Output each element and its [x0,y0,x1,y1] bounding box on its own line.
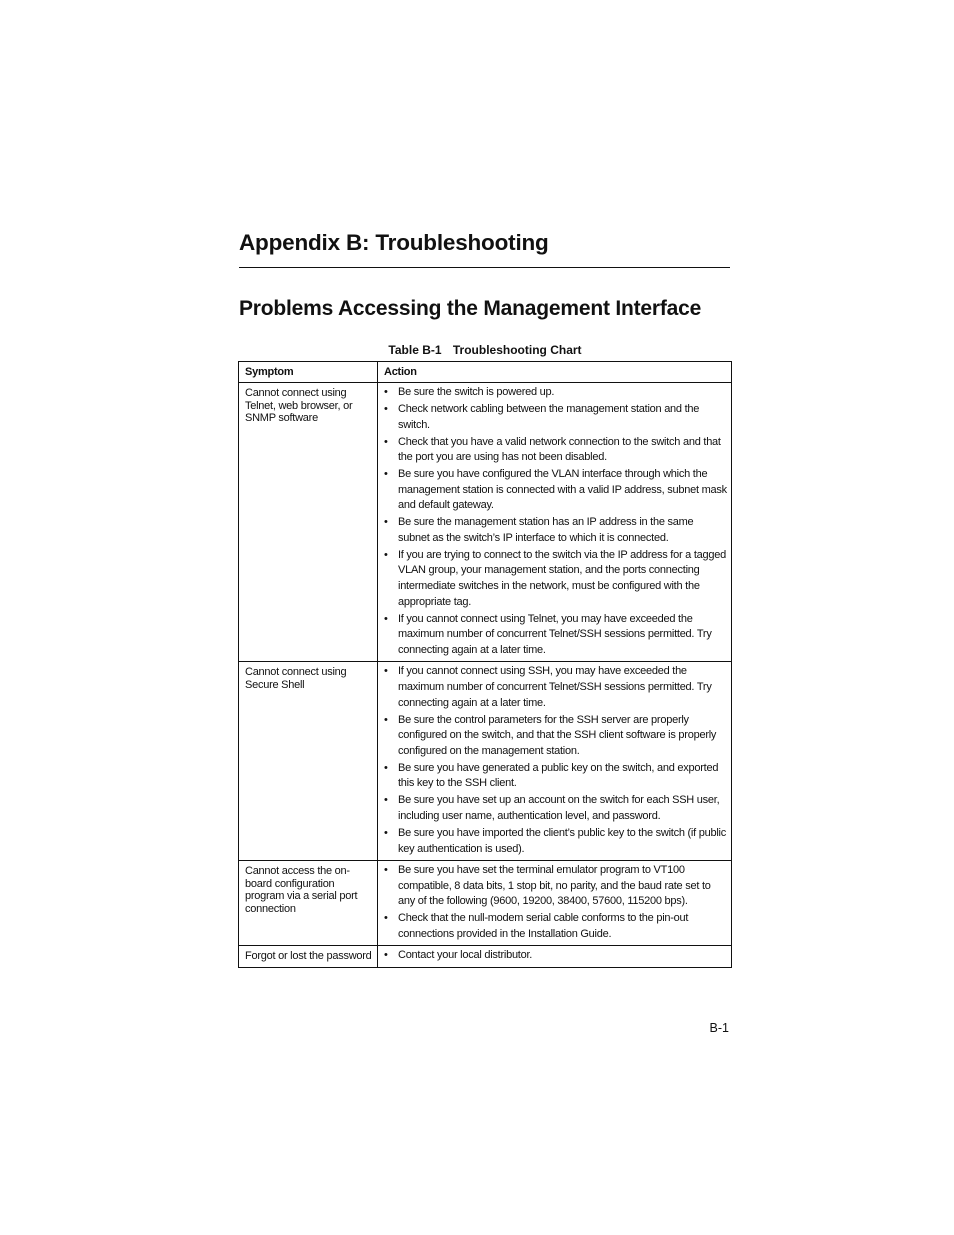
bullet-icon: • [384,665,388,678]
section-title: Problems Accessing the Management Interface [239,297,702,320]
table-caption-title: Troubleshooting Chart [452,343,582,357]
action-text: Be sure you have set the terminal emulator program to VT100 compatible, 8 data bits, 1 stop bit, no parity, and the baud rate set to any of the following (9600, 19200, 38400, 57600, 115200 bps). [398,864,711,908]
action-item [384,612,727,659]
action-text: Check that the null-modem serial cable conforms to the pin-out connections provided in the Installation Guide. [398,912,689,940]
action-item [384,826,727,857]
action-item [384,435,727,466]
action-item [384,402,727,433]
action-item [384,385,727,401]
bullet-icon: • [384,761,388,774]
action-list [384,385,727,658]
action-text: Be sure you have imported the client’s public key to the switch (if public key authentication is used). [398,826,726,855]
bullet-icon: • [384,713,388,726]
action-item [384,761,727,792]
action-text: Be sure you have set up an account on the switch for each SSH user, including user name, authentication level, and password. [398,794,720,822]
table-header-row [239,362,732,383]
action-item [384,863,727,910]
action-cell [378,662,732,861]
title-rule [239,267,730,268]
bullet-icon: • [384,435,388,448]
bullet-icon: • [384,912,388,925]
action-item [384,467,727,514]
action-text: Be sure the switch is powered up. [398,386,555,398]
action-list [384,664,727,857]
table-row [239,662,732,861]
bullet-icon: • [384,548,388,561]
bullet-icon: • [384,386,388,398]
action-text: Be sure you have configured the VLAN interface through which the management station is connected with a valid IP address, subnet mask and default gateway. [398,468,727,512]
action-item [384,948,727,964]
bullet-icon: • [384,864,388,877]
bullet-icon: • [384,516,388,529]
action-item [384,713,727,760]
table-row [239,861,732,946]
table-row [239,946,732,968]
action-item [384,911,727,942]
table-caption [239,343,731,357]
header-symptom: Symptom [239,362,378,383]
action-text: If you cannot connect using SSH, you may have exceeded the maximum number of concurrent Telnet/SSH sessions permitted. Try connecting again at a later time. [398,665,712,709]
action-text: If you are trying to connect to the switch via the IP address for a tagged VLAN group, your management station, and the ports connecting intermediate switches in the network, must be configured with the appropriate tag. [398,548,726,608]
action-cell [378,946,732,968]
bullet-icon: • [384,612,388,625]
action-text: Check network cabling between the management station and the switch. [398,402,700,431]
action-text: Be sure the management station has an IP address in the same subnet as the switch’s IP interface to which it is connected. [398,516,694,544]
bullet-icon: • [384,402,388,415]
action-cell [378,861,732,946]
action-item [384,793,727,824]
action-list [384,948,727,964]
symptom-cell: Cannot connect using Telnet, web browser, or SNMP software [239,383,378,662]
action-text: Be sure the control parameters for the SSH server are properly configured on the switch, and that the SSH client software is properly configured on the management station. [398,713,717,757]
bullet-icon: • [384,949,388,962]
table-row [239,383,732,662]
appendix-title: Appendix B: Troubleshooting [239,230,549,255]
page-number: B-1 [709,1021,729,1035]
bullet-icon: • [384,468,388,481]
action-cell [378,383,732,662]
bullet-icon: • [384,826,388,839]
symptom-cell: Cannot access the on-board configuration program via a serial port connection [239,861,378,946]
bullet-icon: • [384,794,388,807]
action-list [384,863,727,942]
action-item [384,548,727,610]
header-action: Action [378,362,732,383]
symptom-cell: Forgot or lost the password [239,946,378,968]
symptom-cell: Cannot connect using Secure Shell [239,662,378,861]
table-caption-number: Table B-1 [388,343,442,357]
action-item [384,664,727,711]
action-item [384,515,727,546]
troubleshooting-table [238,361,732,968]
action-text: Be sure you have generated a public key on the switch, and exported this key to the SSH client. [398,761,719,790]
action-text: Check that you have a valid network connection to the switch and that the port you are using has not been disabled. [398,435,721,464]
action-text: Contact your local distributor. [398,949,533,962]
action-text: If you cannot connect using Telnet, you may have exceeded the maximum number of concurrent Telnet/SSH sessions permitted. Try connecting again at a later time. [398,612,712,656]
